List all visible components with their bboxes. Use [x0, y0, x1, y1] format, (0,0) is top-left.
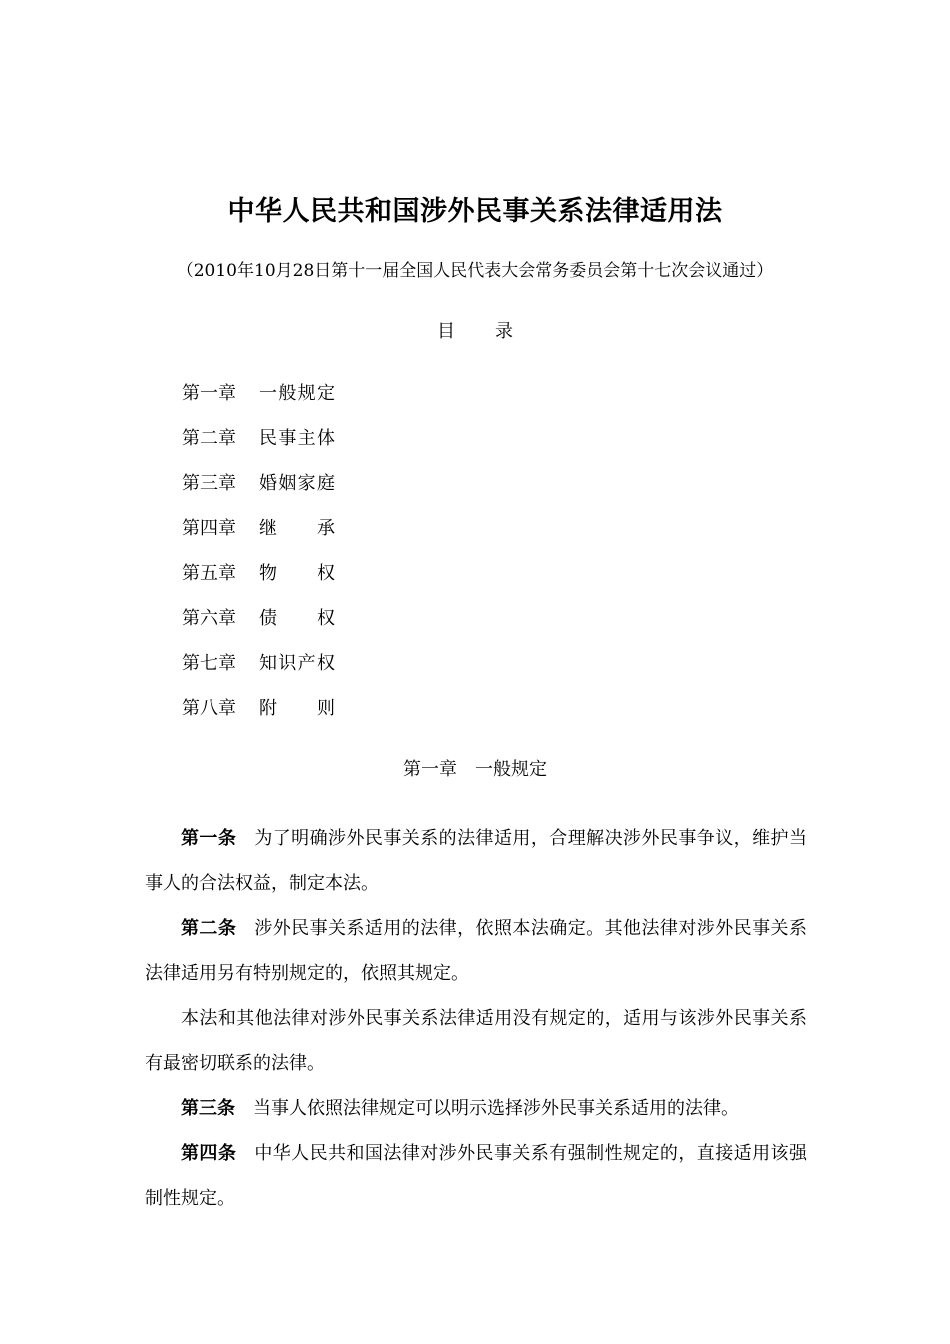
- toc-heading: [0, 318, 950, 346]
- toc-chapter-number: 第三章: [182, 473, 236, 494]
- toc-item: [182, 378, 335, 423]
- toc-chapter-number: 第二章: [182, 428, 236, 449]
- article-text: 当事人依照法律规定可以明示选择涉外民事关系适用的法律。: [253, 1098, 739, 1119]
- toc-chapter-name: 民事主体: [259, 428, 335, 449]
- chapter-heading-number: 第一章: [403, 759, 457, 780]
- chapter-heading: [0, 756, 950, 784]
- article-paragraph: [145, 816, 807, 906]
- toc-item: [182, 693, 335, 738]
- article-paragraph: [145, 996, 807, 1086]
- article-paragraph: [145, 906, 807, 996]
- toc-heading-char: 录: [495, 321, 513, 342]
- toc-chapter-number: 第一章: [182, 383, 236, 404]
- toc-chapter-number: 第五章: [182, 563, 236, 584]
- law-body: [145, 816, 807, 1221]
- article-number: 第四条: [181, 1143, 237, 1164]
- toc-item: [182, 513, 335, 558]
- document-subtitle: （2010年10月28日第十一届全国人民代表大会常务委员会第十七次会议通过）: [176, 261, 774, 281]
- toc-chapter-name: 婚姻家庭: [259, 473, 335, 494]
- article-number: 第一条: [181, 828, 237, 849]
- article-paragraph: [145, 1086, 807, 1131]
- article-text: 中华人民共和国法律对涉外民事关系有强制性规定的，直接适用该强制性规定。: [145, 1143, 807, 1209]
- toc-chapter-number: 第六章: [182, 608, 236, 629]
- toc-chapter-name: 继承: [259, 518, 335, 539]
- article-text: 涉外民事关系适用的法律，依照本法确定。其他法律对涉外民事关系法律适用另有特别规定的，依照其规定。: [145, 918, 807, 984]
- toc-chapter-name: 一般规定: [259, 383, 335, 404]
- toc-chapter-number: 第四章: [182, 518, 236, 539]
- document-title: 中华人民共和国涉外民事关系法律适用法: [227, 196, 723, 227]
- toc-item: [182, 648, 335, 693]
- toc-chapter-name: 知识产权: [259, 653, 335, 674]
- toc-item: [182, 603, 335, 648]
- article-paragraph: [145, 1131, 807, 1221]
- chapter-heading-name: 一般规定: [475, 759, 547, 780]
- toc-item: [182, 423, 335, 468]
- toc-item: [182, 558, 335, 603]
- article-text: 本法和其他法律对涉外民事关系法律适用没有规定的，适用与该涉外民事关系有最密切联系的法律。: [145, 1008, 807, 1074]
- article-number: 第二条: [181, 918, 237, 939]
- toc-chapter-name: 债权: [259, 608, 335, 629]
- article-number: 第三条: [181, 1098, 235, 1119]
- table-of-contents: [182, 378, 335, 738]
- toc-chapter-name: 附则: [259, 698, 335, 719]
- article-text: 为了明确涉外民事关系的法律适用，合理解决涉外民事争议，维护当事人的合法权益，制定本法。: [145, 828, 807, 894]
- toc-chapter-number: 第七章: [182, 653, 236, 674]
- toc-chapter-name: 物权: [259, 563, 335, 584]
- toc-item: [182, 468, 335, 513]
- toc-heading-char: 目: [437, 321, 455, 342]
- toc-chapter-number: 第八章: [182, 698, 236, 719]
